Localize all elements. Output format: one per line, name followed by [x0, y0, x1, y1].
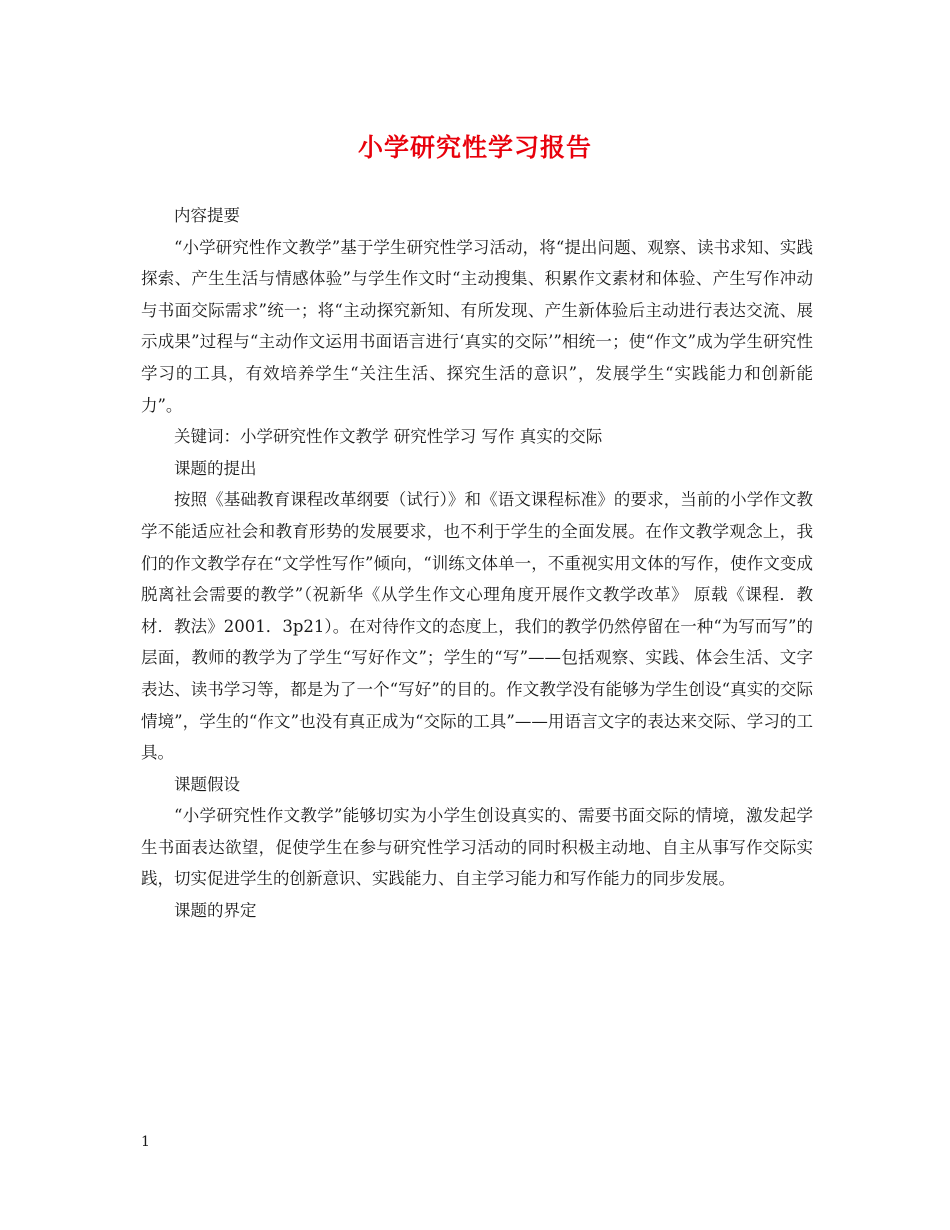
section-heading-hypothesis: 课题假设 [174, 774, 240, 794]
hypothesis-paragraph: “小学研究性作文教学”能够切实为小学生创设真实的、需要书面交际的情境，激发起学生书面表达欲望，促使学生在参与研究性学习活动的同时积极主动地、自主从事写作交际实践，切实促进学生的创新意识、实践能力、自主学习能力和写作能力的同步发展。 [141, 806, 813, 889]
keywords-line: 关键词：小学研究性作文教学 研究性学习 写作 真实的交际 [174, 427, 603, 447]
page-number: 1 [141, 1134, 150, 1150]
abstract-paragraph: “小学研究性作文教学”基于学生研究性学习活动，将“提出问题、观察、读书求知、实践探索、产生生活与情感体验”与学生作文时“主动搜集、积累作文素材和体验、产生写作冲动与书面交际需求”统一；将“主动探究新知、有所发现、产生新体验后主动进行表达交流、展示成果”过程与“主动作文运用书面语言进行‘真实的交际’”相统一；使“作文”成为学生研究性学习的工具，有效培养学生“关注生活、探究生活的意识”，发展学生“实践能力和创新能力”。 [141, 237, 813, 415]
proposal-paragraph: 按照《基础教育课程改革纲要（试行）》和《语文课程标准》的要求，当前的小学作文教学不能适应社会和教育形势的发展要求，也不利于学生的全面发展。在作文教学观念上，我们的作文教学存在“文学性写作”倾向，“训练文体单一，不重视实用文体的写作，使作文变成脱离社会需要的教学”（祝新华《从学生作文心理角度开展作文教学改革》 原载《课程．教材．教法》2001．3p21）。在对待作文的态度上，我们的教学仍然停留在一种“为写而写”的层面，教师的教学为了学生“写好作文”；学生的“写”——包括观察、实践、体会生活、文字表达、读书学习等，都是为了一个“写好”的目的。作文教学没有能够为学生创设“真实的交际情境”，学生的“作文”也没有真正成为“交际的工具”——用语言文字的表达来交际、学习的工具。 [141, 490, 813, 763]
section-heading-proposal: 课题的提出 [174, 458, 257, 478]
section-heading-definition: 课题的界定 [174, 901, 257, 921]
document-body [141, 200, 813, 927]
document-title: 小学研究性学习报告 [357, 133, 592, 162]
section-heading-abstract: 内容提要 [174, 206, 240, 225]
